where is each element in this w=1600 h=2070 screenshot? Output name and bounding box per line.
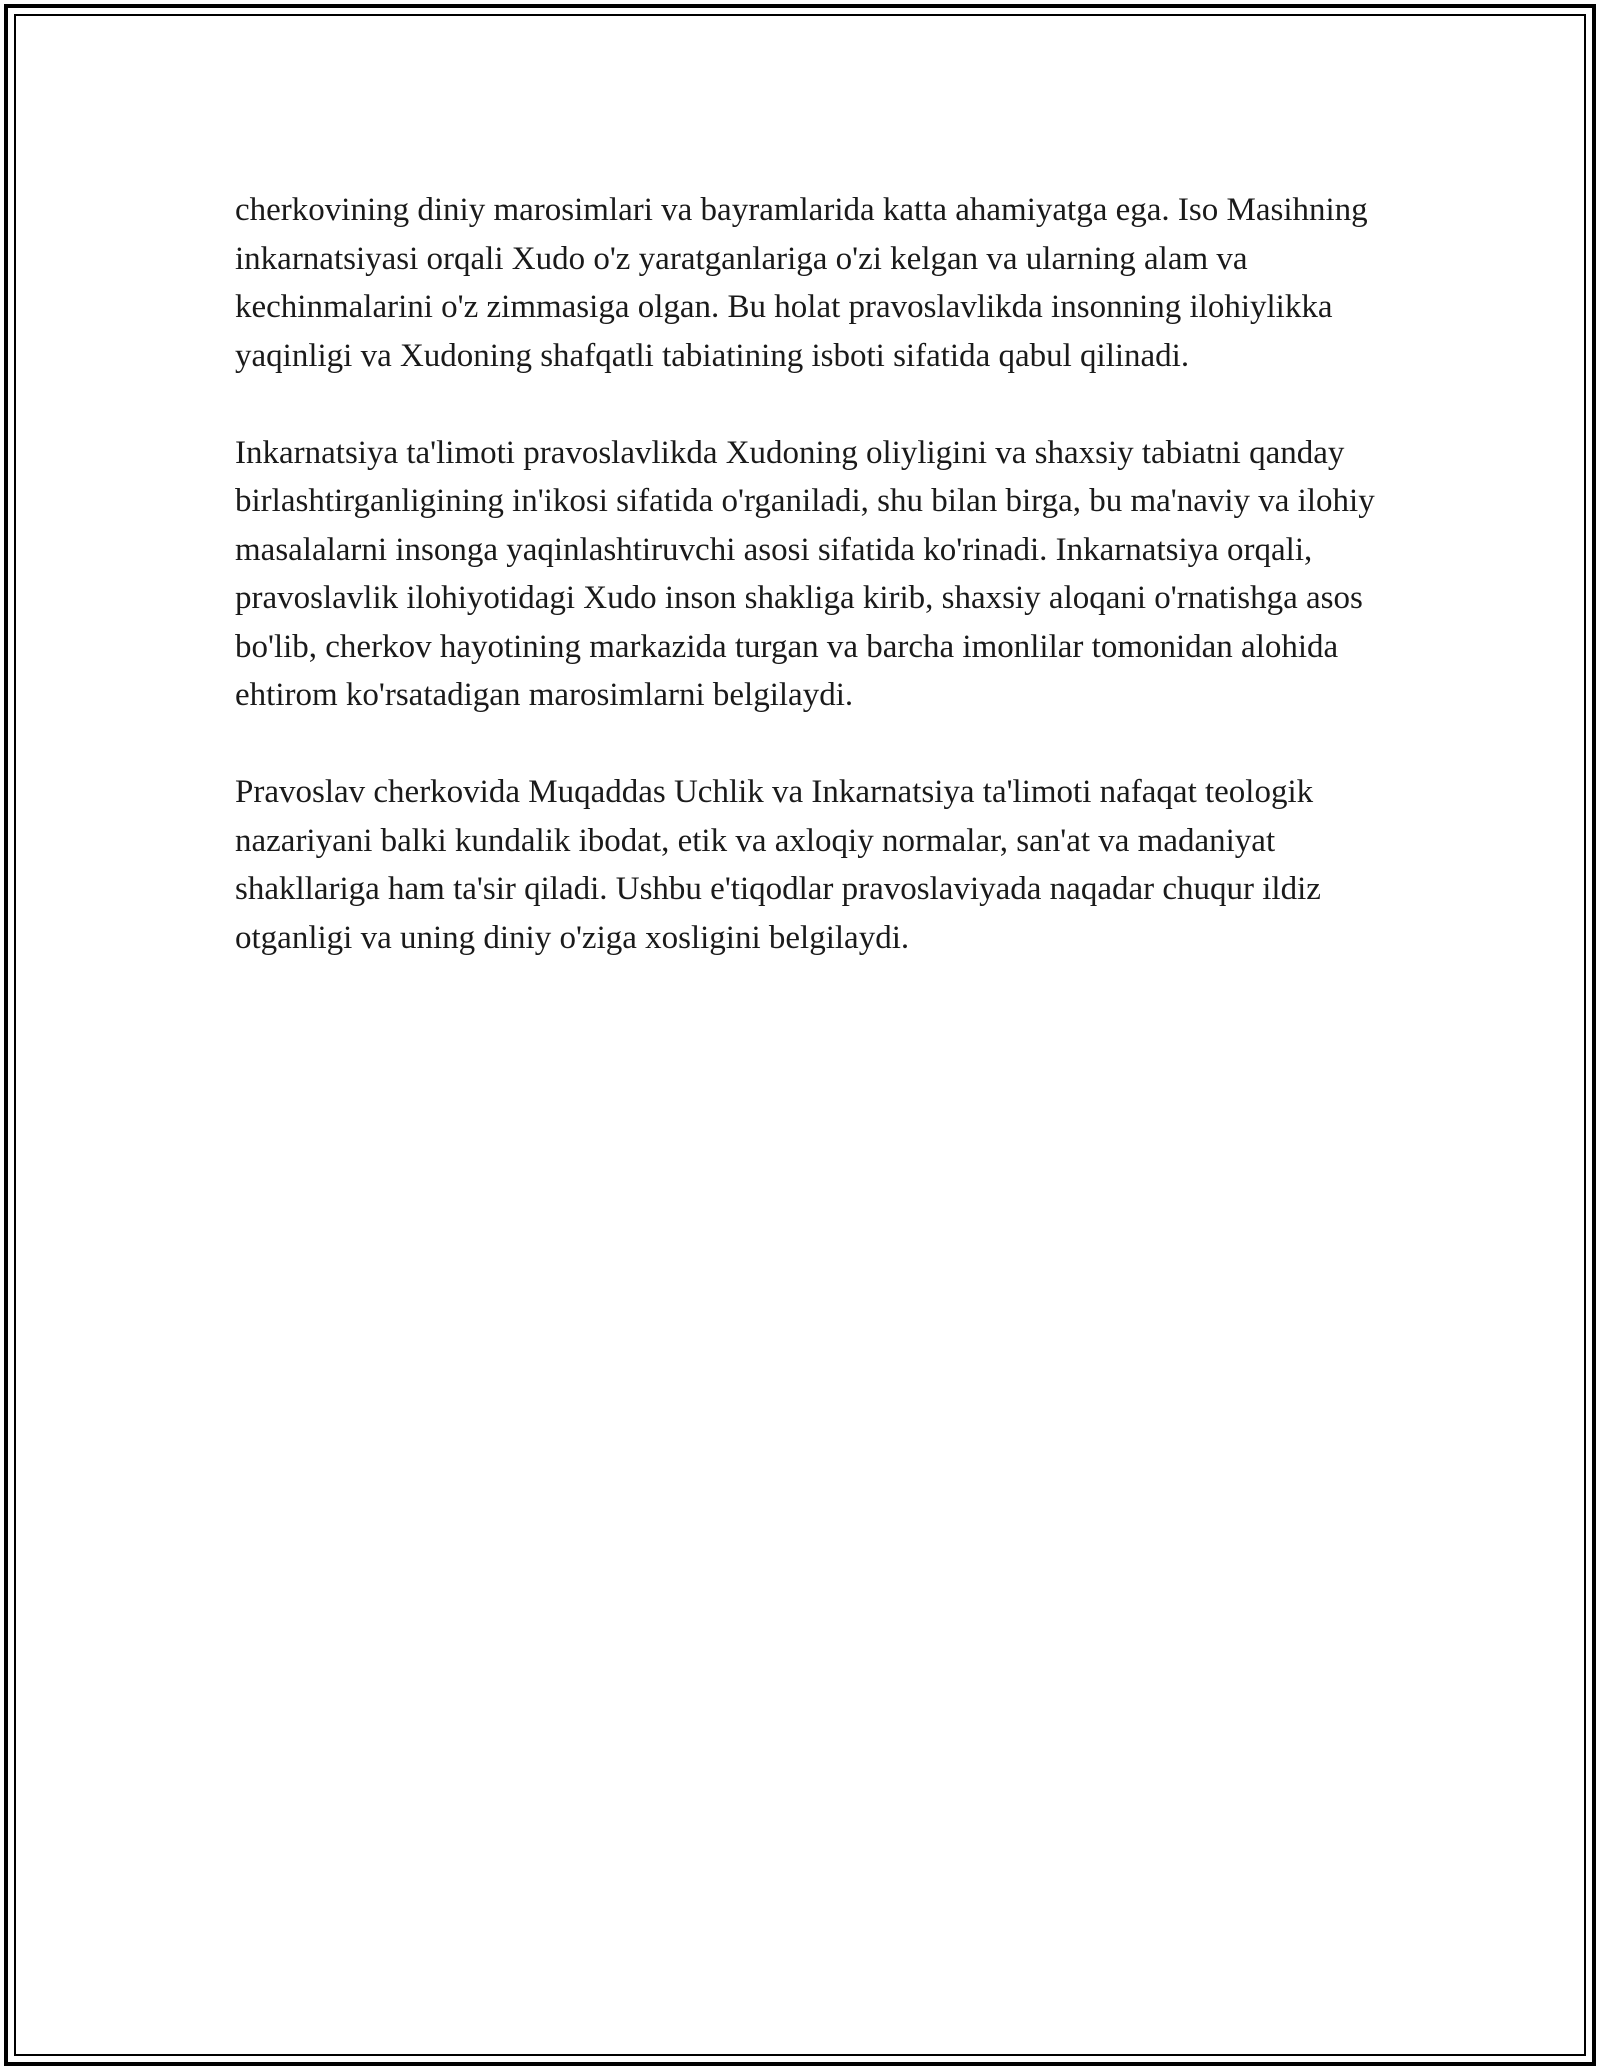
paragraph: Inkarnatsiya ta'limoti pravoslavlikda Xudoning oliyligini va shaxsiy tabiatni qanday birlashtirganligining in'ikosi sifatida o'rganiladi, shu bilan birga, bu ma'naviy va ilohiy masalalarni insonga yaqinlashtiruvchi asosi sifatida ko'rinadi. Inkarnatsiya orqali, pravoslavlik ilohiyotidagi Xudo inson shakliga kirib, shaxsiy aloqani o'rnatishga asos bo'lib, cherkov hayotining markazida turgan va barcha imonlilar tomonidan alohida ehtirom ko'rsatadigan marosimlarni belgilaydi. — [235, 434, 1375, 713]
paragraph: cherkovining diniy marosimlari va bayramlarida katta ahamiyatga ega. Iso Masihning inkarnatsiyasi orqali Xudo o'z yaratganlariga o'zi kelgan va ularning alam va kechinmalarini o'z zimmasiga olgan. Bu holat pravoslavlikda insonning ilohiylikka yaqinligi va Xudoning shafqatli tabiatining isboti sifatida qabul qilinadi. — [235, 192, 1368, 374]
body-text — [235, 186, 1375, 1011]
paragraph: Pravoslav cherkovida Muqaddas Uchlik va Inkarnatsiya ta'limoti nafaqat teologik nazariyani balki kundalik ibodat, etik va axloqiy normalar, san'at va madaniyat shakllariga ham ta'sir qiladi. Ushbu e'tiqodlar pravoslaviyada naqadar chuqur ildiz otganligi va uning diniy o'ziga xosligini belgilaydi. — [235, 774, 1321, 956]
